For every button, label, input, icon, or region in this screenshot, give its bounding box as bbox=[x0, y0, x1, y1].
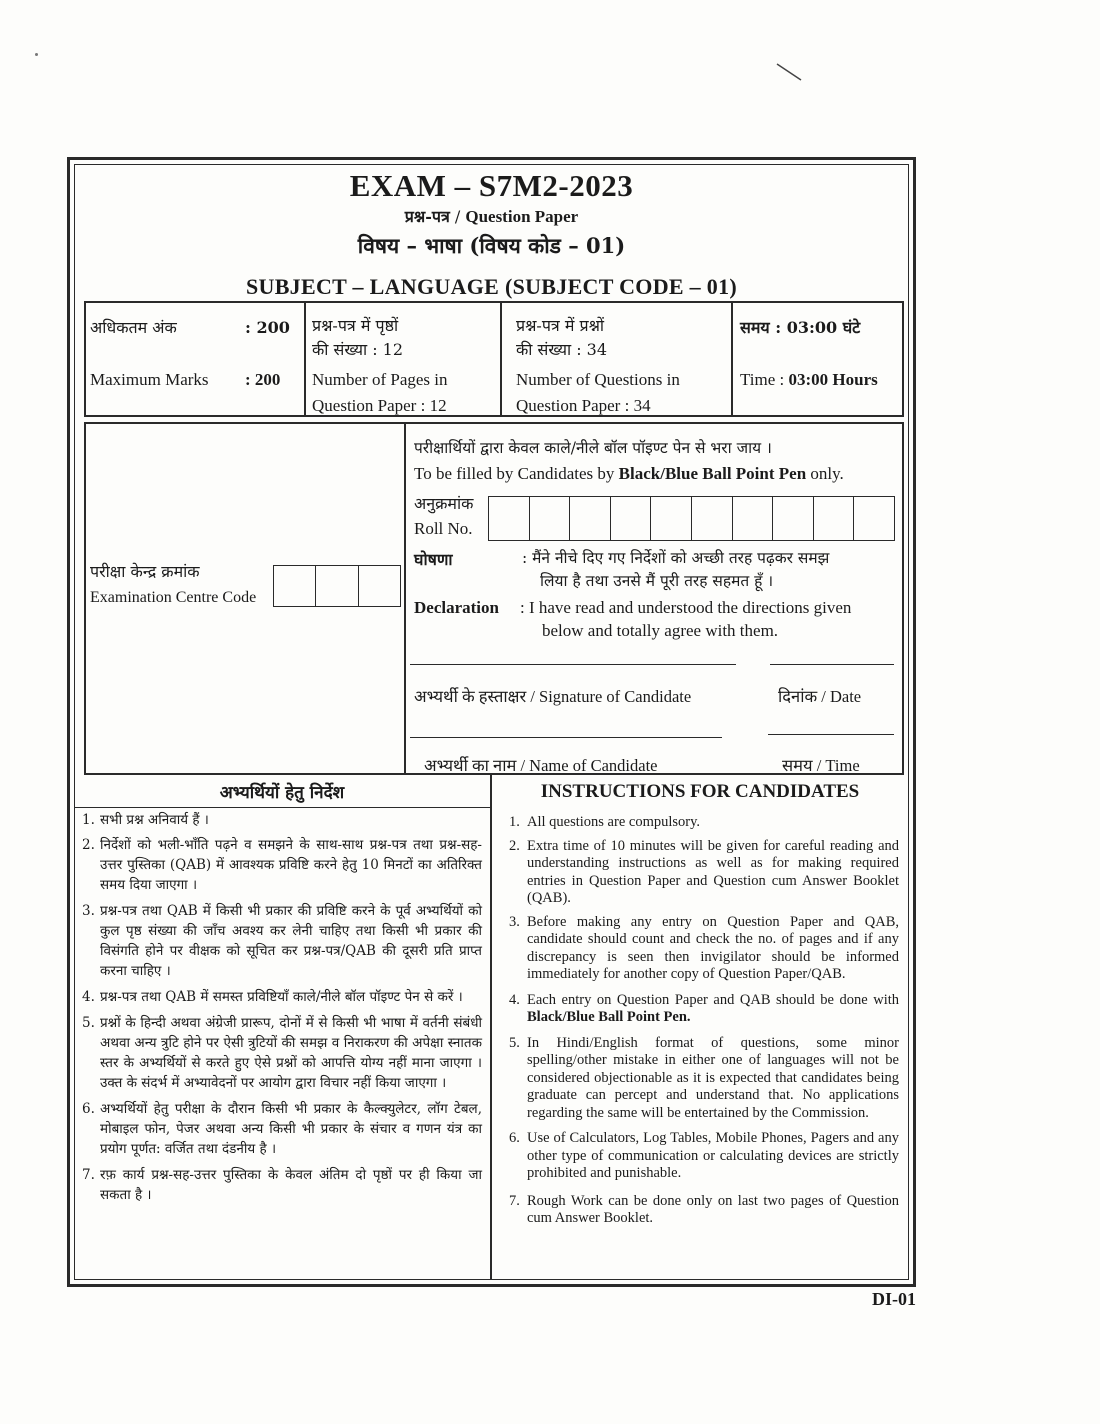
instruction-number: 7. bbox=[82, 1167, 95, 1183]
instruction-text: In Hindi/English format of questions, some minor spelling/other mistake in either one of languages will not be considered objectionable as it is expected that candidates being graduate can percept and understand that. No applications regarding the same will be entertained by the Commission. bbox=[527, 1034, 899, 1121]
roll-no-cell[interactable] bbox=[570, 497, 611, 540]
instruction-en-item bbox=[509, 1193, 899, 1228]
instruction-number: 5. bbox=[82, 1015, 95, 1031]
instruction-number: 6. bbox=[509, 1130, 520, 1146]
declaration-hi-line1: : मैंने नीचे दिए गए निर्देशों को अच्छी तरह पढ़कर समझ bbox=[522, 549, 830, 567]
instruction-number: 6. bbox=[82, 1101, 95, 1117]
instruction-en-item bbox=[509, 814, 899, 832]
name-label: अभ्यर्थी का नाम / Name of Candidate bbox=[424, 756, 658, 775]
pages-hi-line2: की संख्या : 12 bbox=[312, 340, 404, 359]
instruction-number: 7. bbox=[509, 1192, 520, 1209]
instruction-number: 1. bbox=[82, 812, 95, 828]
fill-note-hi: परीक्षार्थियों द्वारा केवल काले/नीले बॉल पॉइण्ट पेन से भरा जाय । bbox=[414, 439, 772, 457]
info-divider bbox=[500, 301, 502, 417]
questions-en-line1: Number of Questions in bbox=[516, 370, 680, 389]
instruction-number: 2. bbox=[82, 837, 95, 853]
centre-code-input[interactable] bbox=[273, 565, 401, 607]
instruction-text: निर्देशों को भली-भाँति पढ़ने व समझने के साथ-साथ प्रश्न-पत्र तथा प्रश्न-सह-उत्तर पुस्तिका (QAB) में आवश्यक प्रविष्टि करने हेतु 10 मिनटों का अतिरिक्त समय दिया जाएगा । bbox=[100, 837, 482, 893]
instructions-hi-list bbox=[82, 806, 482, 1205]
instruction-hi-item bbox=[82, 1013, 482, 1093]
centre-code-cell[interactable] bbox=[359, 566, 400, 606]
stray-mark bbox=[775, 60, 805, 84]
date-label: दिनांक / Date bbox=[778, 687, 862, 706]
max-marks-hi: अधिकतम अंक bbox=[90, 318, 177, 337]
instructions-en-heading: INSTRUCTIONS FOR CANDIDATES bbox=[540, 781, 860, 802]
fill-note-en-pre: To be filled by Candidates by bbox=[414, 464, 619, 483]
questions-hi-line2: की संख्या : 34 bbox=[516, 340, 608, 359]
centre-code-cell[interactable] bbox=[316, 566, 358, 606]
time-en bbox=[740, 366, 878, 393]
centre-code-hi: परीक्षा केन्द्र क्रमांक bbox=[90, 562, 200, 581]
info-divider bbox=[304, 301, 306, 417]
time-en-value: 03:00 Hours bbox=[788, 370, 878, 389]
roll-no-cell[interactable] bbox=[489, 497, 530, 540]
instruction-text: Extra time of 10 minutes will be given for careful reading and understanding instructions as well as for making required entries in Question Paper and Question cum Answer Booklet (QAB). bbox=[527, 837, 899, 906]
time-en-label: Time : bbox=[740, 370, 789, 389]
fill-note-en-post: only. bbox=[806, 464, 844, 483]
roll-no-cell[interactable] bbox=[814, 497, 855, 540]
roll-no-input[interactable] bbox=[488, 496, 895, 541]
instruction-text: रफ़ कार्य प्रश्न-सह-उत्तर पुस्तिका के केवल अंतिम दो पृष्ठों पर ही किया जा सकता है । bbox=[100, 1167, 482, 1203]
paper-label-sep: / bbox=[449, 207, 466, 226]
time-label: समय / Time bbox=[782, 756, 860, 775]
instruction-text: प्रश्न-पत्र तथा QAB में समस्त प्रविष्टियाँ काले/नीले बॉल पॉइण्ट पेन से करें । bbox=[100, 989, 463, 1005]
roll-no-cell[interactable] bbox=[733, 497, 774, 540]
instruction-hi-item bbox=[82, 1165, 482, 1205]
instruction-text: Use of Calculators, Log Tables, Mobile Phones, Pagers and any other type of communication or calculating devices are strictly prohibited and punishable. bbox=[527, 1130, 899, 1181]
roll-no-cell[interactable] bbox=[530, 497, 571, 540]
centre-code-cell[interactable] bbox=[274, 566, 316, 606]
instructions-en-list bbox=[509, 812, 899, 1228]
instruction-text: सभी प्रश्न अनिवार्य हैं । bbox=[100, 812, 209, 828]
roll-no-cell[interactable] bbox=[773, 497, 814, 540]
instruction-text: प्रश्नों के हिन्दी अथवा अंग्रेजी प्रारूप, दोनों में से किसी भी भाषा में वर्तनी संबंधी अथवा अन्य त्रुटि होने पर ऐसी त्रुटियों की समझ व निराकरण की अपेक्षा स्नातक स्तर के अभ्यर्थियों से करते हुए ऐसे प्रश्नों को आपत्ति योग्य नहीं माना जाएगा । उक्त के संदर्भ में अभ्यावेदनों पर आयोग द्वारा विचार नहीं किया जाएगा । bbox=[100, 1015, 482, 1091]
instructions-hi-heading: अभ्यर्थियों हेतु निर्देश bbox=[219, 783, 345, 803]
name-line[interactable] bbox=[410, 737, 722, 738]
instruction-text: Rough Work can be done only on last two pages of Question cum Answer Booklet. bbox=[527, 1192, 899, 1226]
paper-label bbox=[74, 205, 909, 227]
instruction-hi-item bbox=[82, 835, 482, 895]
centre-code-en: Examination Centre Code bbox=[90, 589, 257, 606]
declaration-hi-line2: लिया है तथा उनसे मैं पूरी तरह सहमत हूँ । bbox=[540, 572, 774, 590]
time-line[interactable] bbox=[768, 734, 894, 735]
paper-label-hi: प्रश्न-पत्र bbox=[404, 207, 450, 226]
instruction-number: 4. bbox=[82, 989, 95, 1005]
instruction-number: 2. bbox=[509, 837, 520, 854]
instruction-number: 3. bbox=[82, 903, 95, 919]
pages-en-line1: Number of Pages in bbox=[312, 370, 448, 389]
instruction-text bbox=[527, 992, 899, 1027]
questions-hi-line1: प्रश्न-पत्र में प्रश्नों bbox=[516, 316, 605, 335]
subject-english: SUBJECT – LANGUAGE (SUBJECT CODE – 01) bbox=[245, 274, 737, 299]
declaration-en-line1: : I have read and understood the directions given bbox=[520, 598, 852, 617]
paper-label-en: Question Paper bbox=[465, 207, 579, 226]
instruction-number: 5. bbox=[509, 1034, 520, 1051]
fill-note-en-bold: Black/Blue Ball Point Pen bbox=[618, 464, 807, 483]
max-marks-en: Maximum Marks bbox=[90, 370, 209, 389]
date-line[interactable] bbox=[770, 664, 894, 665]
instruction-en-item bbox=[509, 838, 899, 908]
declaration-hi-label: घोषणा bbox=[414, 550, 453, 569]
instruction-en-item bbox=[509, 914, 899, 984]
instruction-en-item bbox=[509, 1035, 899, 1123]
candidate-divider bbox=[404, 422, 406, 775]
page-code: DI-01 bbox=[872, 1289, 916, 1309]
instruction-text: Before making any entry on Question Paper and QAB, candidate should count and check the no. of pages and if any discrepancy is seen then invigilator should be informed immediately for another copy of Question Paper/QAB. bbox=[527, 913, 899, 982]
roll-no-cell[interactable] bbox=[651, 497, 692, 540]
instruction-hi-item bbox=[82, 810, 482, 830]
instruction-number: 1. bbox=[509, 814, 520, 830]
roll-no-cell[interactable] bbox=[611, 497, 652, 540]
instruction-text-pre: Each entry on Question Paper and QAB should be done with bbox=[527, 991, 899, 1008]
instruction-number: 3. bbox=[509, 913, 520, 930]
instruction-en-item bbox=[509, 1130, 899, 1183]
roll-no-cell[interactable] bbox=[692, 497, 733, 540]
instruction-hi-item bbox=[82, 901, 482, 981]
instruction-hi-item bbox=[82, 987, 482, 1007]
max-marks-hi-value: : 200 bbox=[245, 318, 290, 337]
instruction-en-item bbox=[509, 992, 899, 1027]
signature-label: अभ्यर्थी के हस्ताक्षर / Signature of Candidate bbox=[414, 687, 692, 706]
subject-hindi: विषय – भाषा (विषय कोड – 01) bbox=[357, 233, 626, 258]
instruction-text-bold: Black/Blue Ball Point Pen. bbox=[527, 1009, 691, 1025]
instruction-text: प्रश्न-पत्र तथा QAB में किसी भी प्रकार की प्रविष्टि करने के पूर्व अभ्यर्थियों को कुल पृष्ठ संख्या की जाँच अवश्य कर लेनी चाहिए तथा किसी भी प्रकार की विसंगति होने पर वीक्षक को सूचित कर प्रश्न-पत्र/QAB की दूसरी प्रति प्राप्त करना चाहिए । bbox=[100, 903, 482, 979]
time-hi: समय : 03:00 घंटे bbox=[740, 318, 861, 337]
declaration-en-label: Declaration bbox=[414, 598, 499, 617]
pages-hi-line1: प्रश्न-पत्र में पृष्ठों bbox=[312, 316, 399, 335]
roll-no-cell[interactable] bbox=[854, 497, 894, 540]
declaration-en-line2: below and totally agree with them. bbox=[542, 621, 779, 640]
max-marks-en-value: : 200 bbox=[245, 370, 281, 389]
stray-dot bbox=[35, 53, 38, 56]
instructions-divider bbox=[490, 775, 492, 1280]
signature-line[interactable] bbox=[410, 664, 736, 665]
instruction-number: 4. bbox=[509, 991, 520, 1008]
questions-en-line2: Question Paper : 34 bbox=[516, 396, 651, 415]
instruction-text: All questions are compulsory. bbox=[527, 814, 701, 830]
instruction-hi-item bbox=[82, 1099, 482, 1159]
roll-no-en: Roll No. bbox=[414, 519, 473, 538]
info-divider bbox=[731, 301, 733, 417]
instruction-text: अभ्यर्थियों हेतु परीक्षा के दौरान किसी भी प्रकार के कैल्क्युलेटर, लॉग टेबल, मोबाइल फोन, पेजर अथवा अन्य किसी भी प्रकार के संचार व गणन यंत्र का प्रयोग पूर्णत: वर्जित तथा दंडनीय है । bbox=[100, 1101, 482, 1157]
fill-note-en bbox=[414, 460, 844, 487]
roll-no-hi: अनुक्रमांक bbox=[414, 494, 474, 513]
exam-title: EXAM – S7M2-2023 bbox=[349, 168, 634, 203]
pages-en-line2: Question Paper : 12 bbox=[312, 396, 447, 415]
